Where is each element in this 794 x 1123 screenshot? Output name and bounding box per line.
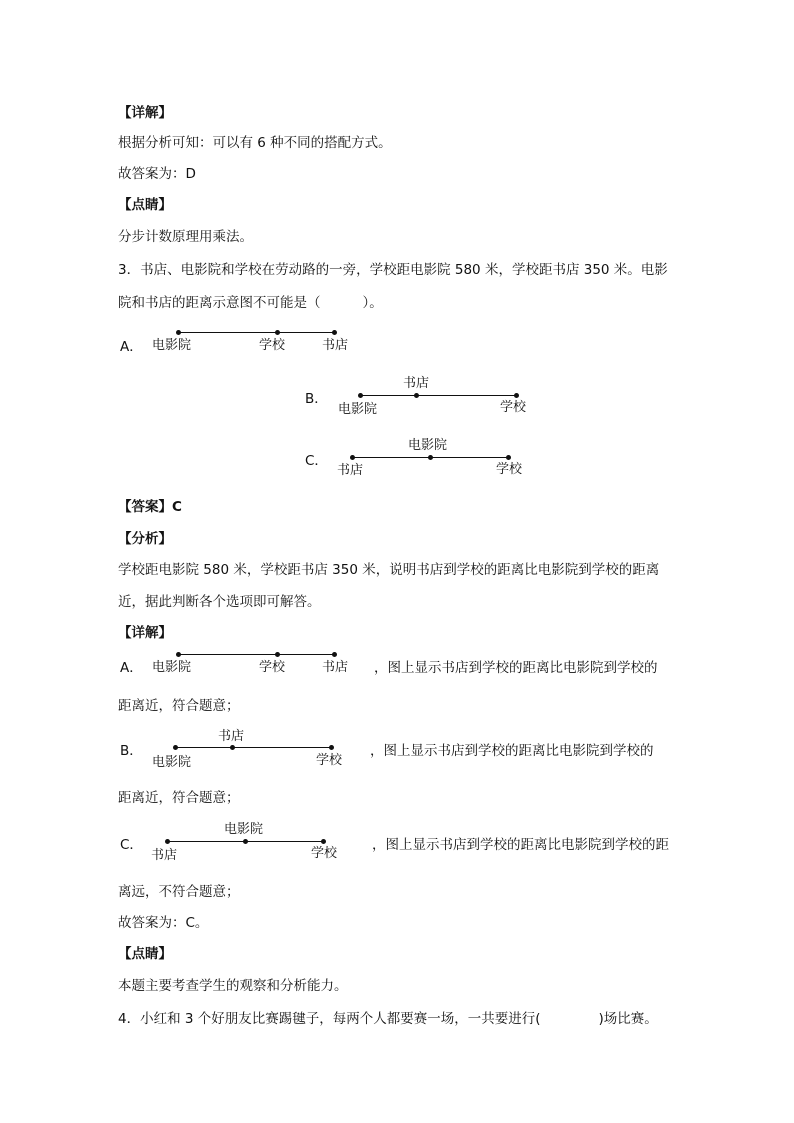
option-c-label: C． — [305, 453, 328, 469]
detail-c-continuation: 离远，不符合题意； — [118, 884, 240, 900]
point-dot — [165, 839, 170, 844]
distance-line — [360, 395, 517, 396]
detail-heading-2: 【详解】 — [118, 625, 172, 641]
point-dot — [332, 330, 337, 335]
analysis-line-1: 学校距电影院 580 米，学校距书店 350 米，说明书店到学校的距离比电影院到学校的距离 — [118, 562, 660, 578]
label-cinema: 电影院 — [224, 822, 264, 837]
point-dot — [358, 393, 363, 398]
point-dot — [243, 839, 248, 844]
label-school: 学校 — [496, 462, 523, 477]
point-dot — [514, 393, 519, 398]
point-dot — [176, 652, 181, 657]
distance-line — [178, 654, 335, 655]
detail-b-continuation: 距离近，符合题意； — [118, 790, 240, 806]
point-dot — [428, 455, 433, 460]
question-3-line-2-post: ）。 — [362, 295, 383, 311]
label-school: 学校 — [311, 846, 338, 861]
label-cinema: 电影院 — [152, 755, 192, 770]
label-school: 学校 — [316, 753, 343, 768]
detail-b-text: ，图上显示书店到学校的距离比电影院到学校的 — [370, 743, 654, 759]
detail-a-label: A． — [120, 660, 143, 676]
comment-heading: 【点睛】 — [118, 197, 172, 213]
detail-c-label: C． — [120, 837, 143, 853]
label-school: 学校 — [259, 338, 286, 353]
question-4-post: )场比赛。 — [598, 1011, 658, 1027]
point-dot — [173, 745, 178, 750]
label-school: 学校 — [259, 660, 286, 675]
label-cinema: 电影院 — [408, 438, 448, 453]
label-cinema: 电影院 — [152, 660, 192, 675]
point-dot — [414, 393, 419, 398]
label-cinema: 电影院 — [338, 402, 378, 417]
point-dot — [329, 745, 334, 750]
label-bookstore: 书店 — [151, 848, 178, 863]
point-dot — [332, 652, 337, 657]
option-a-label: A． — [120, 339, 143, 355]
point-dot — [506, 455, 511, 460]
question-4-pre: 4．小红和 3 个好朋友比赛踢毽子，每两个人都要赛一场，一共要进行( — [118, 1011, 541, 1027]
final-answer: 故答案为：C。 — [118, 915, 209, 931]
point-dot — [350, 455, 355, 460]
point-dot — [230, 745, 235, 750]
detail-heading: 【详解】 — [118, 105, 172, 121]
label-bookstore: 书店 — [322, 338, 349, 353]
detail-a-text: ，图上显示书店到学校的距离比电影院到学校的 — [374, 660, 658, 676]
label-bookstore: 书店 — [218, 729, 245, 744]
point-dot — [176, 330, 181, 335]
option-b-label: B． — [305, 391, 328, 407]
answer-heading: 【答案】C — [118, 499, 182, 515]
question-3-line-2 — [118, 294, 383, 312]
distance-line — [175, 747, 332, 748]
comment-text: 分步计数原理用乘法。 — [118, 229, 253, 245]
point-dot — [275, 330, 280, 335]
label-bookstore: 书店 — [403, 376, 430, 391]
analysis-heading: 【分析】 — [118, 531, 172, 547]
label-cinema: 电影院 — [152, 338, 192, 353]
point-dot — [275, 652, 280, 657]
detail-a-continuation: 距离近，符合题意； — [118, 698, 240, 714]
point-dot — [321, 839, 326, 844]
analysis-line-2: 近，据此判断各个选项即可解答。 — [118, 594, 321, 610]
question-3-line-2-pre: 院和书店的距离示意图不可能是（ — [118, 295, 321, 311]
distance-line — [178, 332, 335, 333]
label-bookstore: 书店 — [337, 463, 364, 478]
comment-heading-2: 【点睛】 — [118, 946, 172, 962]
answer-text: 故答案为：D — [118, 166, 196, 182]
label-bookstore: 书店 — [322, 660, 349, 675]
detail-text: 根据分析可知：可以有 6 种不同的搭配方式。 — [118, 135, 392, 151]
detail-c-text: ，图上显示书店到学校的距离比电影院到学校的距 — [372, 837, 669, 853]
detail-b-label: B． — [120, 743, 143, 759]
label-school: 学校 — [500, 400, 527, 415]
question-4-line-1 — [118, 1010, 658, 1028]
comment-text-2: 本题主要考查学生的观察和分析能力。 — [118, 978, 348, 994]
question-3-line-1: 3．书店、电影院和学校在劳动路的一旁，学校距电影院 580 米，学校距书店 350 米。电影 — [118, 262, 668, 278]
